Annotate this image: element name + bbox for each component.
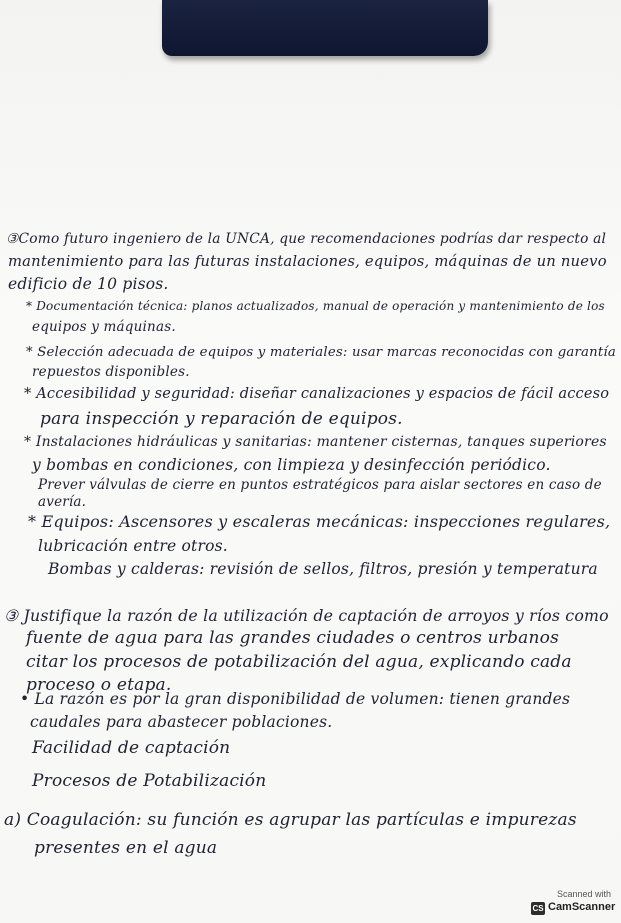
camscanner-logo-icon: CS bbox=[532, 904, 544, 913]
answer-equipment-1: * Equipos: Ascensores y escaleras mecánicas: inspecciones regulares, bbox=[28, 512, 611, 531]
answer-reason-2: caudales para abastecer poblaciones. bbox=[30, 713, 333, 731]
scanned-with-label: Scanned with bbox=[556, 889, 611, 899]
answer-coagulation-2: presentes en el agua bbox=[34, 838, 218, 858]
q2-line-2: mantenimiento para las futuras instalaciones, equipos, máquinas de un nuevo bbox=[8, 253, 607, 270]
answer-coagulation-1: a) Coagulación: su función es agrupar las partículas e impurezas bbox=[4, 810, 577, 830]
answer-select-1: * Selección adecuada de equipos y materiales: usar marcas reconocidas con garantía bbox=[26, 345, 616, 360]
answer-doc-1: * Documentación técnica: planos actualizados, manual de operación y mantenimiento de los bbox=[26, 299, 605, 313]
clipboard-clip bbox=[162, 0, 488, 56]
answer-hydraulic-4: avería. bbox=[38, 494, 87, 510]
q3-line-2: fuente de agua para las grandes ciudades o centros urbanos bbox=[26, 628, 560, 648]
answer-hydraulic-3: Prever válvulas de cierre en puntos estratégicos para aislar sectores en caso de bbox=[38, 477, 602, 493]
q3-line-1: ③ Justifique la razón de la utilización de captación de arroyos y ríos como bbox=[4, 606, 609, 625]
answer-hydraulic-2: y bombas en condiciones, con limpieza y desinfección periódico. bbox=[32, 456, 551, 474]
q3-line-4: proceso o etapa. bbox=[26, 675, 172, 695]
answer-access-2: para inspección y reparación de equipos. bbox=[40, 409, 403, 429]
answer-equipment-2: lubricación entre otros. bbox=[38, 537, 228, 555]
q2-line-3: edificio de 10 pisos. bbox=[8, 275, 169, 293]
answer-doc-2: equipos y máquinas. bbox=[32, 319, 176, 335]
camscanner-brand: CamScanner bbox=[548, 901, 616, 913]
answer-access-1: * Accesibilidad y seguridad: diseñar canalizaciones y espacios de fácil acceso bbox=[24, 386, 610, 402]
answer-equipment-3: Bombas y calderas: revisión de sellos, filtros, presión y temperatura bbox=[48, 560, 598, 578]
q3-line-3: citar los procesos de potabilización del agua, explicando cada bbox=[26, 652, 572, 672]
camscanner-watermark bbox=[529, 889, 615, 919]
q2-line-1: ③Como futuro ingeniero de la UNCA, que recomendaciones podrías dar respecto al bbox=[6, 231, 607, 247]
answer-reason-1: • La razón es por la gran disponibilidad de volumen: tienen grandes bbox=[20, 690, 571, 708]
answer-hydraulic-1: * Instalaciones hidráulicas y sanitarias: mantener cisternas, tanques superiores bbox=[24, 434, 607, 450]
answer-select-2: repuestos disponibles. bbox=[32, 364, 190, 380]
answer-facility: Facilidad de captación bbox=[32, 738, 231, 758]
section-potabilization: Procesos de Potabilización bbox=[32, 771, 267, 791]
